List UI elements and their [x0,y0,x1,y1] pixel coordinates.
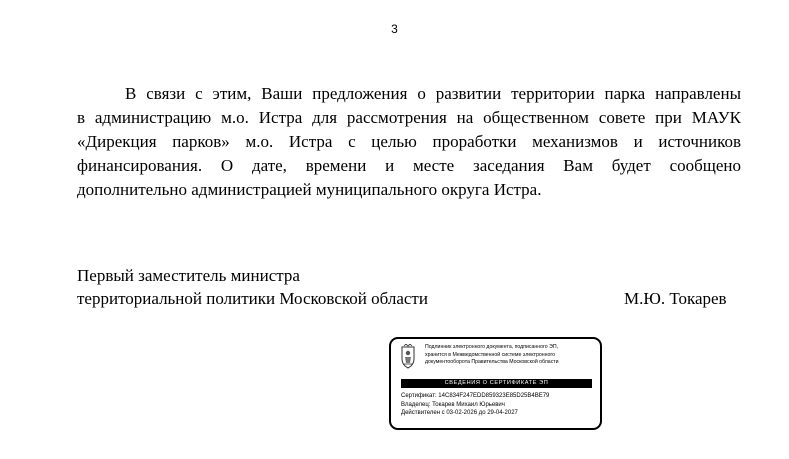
stamp-certificate-info [401,392,596,418]
body-line: финансирования. О дате, времени и месте заседания Вам будет сообщено [77,156,741,175]
page-number: 3 [391,22,398,36]
certificate-number: Сертификат: 14C834F247EDD859323E85D25B4BE79 [401,393,550,399]
signer-position-line-1: Первый заместитель министра [77,266,300,285]
stamp-header [425,344,597,367]
certificate-owner: Владелец: Токарев Михаил Юрьевич [401,401,505,408]
signer-position-line-2: территориальной политики Московской области [77,289,428,308]
electronic-signature-stamp [389,337,602,430]
signer-name: М.Ю. Токарев [624,289,727,308]
letter-body-paragraph [77,82,741,202]
body-line: дополнительно администрацией муниципального округа Истра. [77,180,542,199]
body-line: В связи с этим, Ваши предложения о развитии территории парка направлены [125,84,741,103]
stamp-header-line: хранится в Межведомственной системе электронного [425,351,555,358]
moscow-oblast-coat-of-arms-icon [399,344,417,370]
stamp-header-line: документооборота Правительства Московской области [425,359,559,365]
body-line: «Дирекция парков» м.о. Истра с целью проработки механизмов и источников [77,132,741,151]
stamp-header-line: Подлинник электронного документа, подписанного ЭП, [425,344,559,350]
body-line: в администрацию м.о. Истра для рассмотрения на общественном совете при МАУК [77,108,741,127]
certificate-validity: Действителен с 03-02-2026 до 29-04-2027 [401,410,518,416]
stamp-title-bar: СВЕДЕНИЯ О СЕРТИФИКАТЕ ЭП [401,379,592,388]
